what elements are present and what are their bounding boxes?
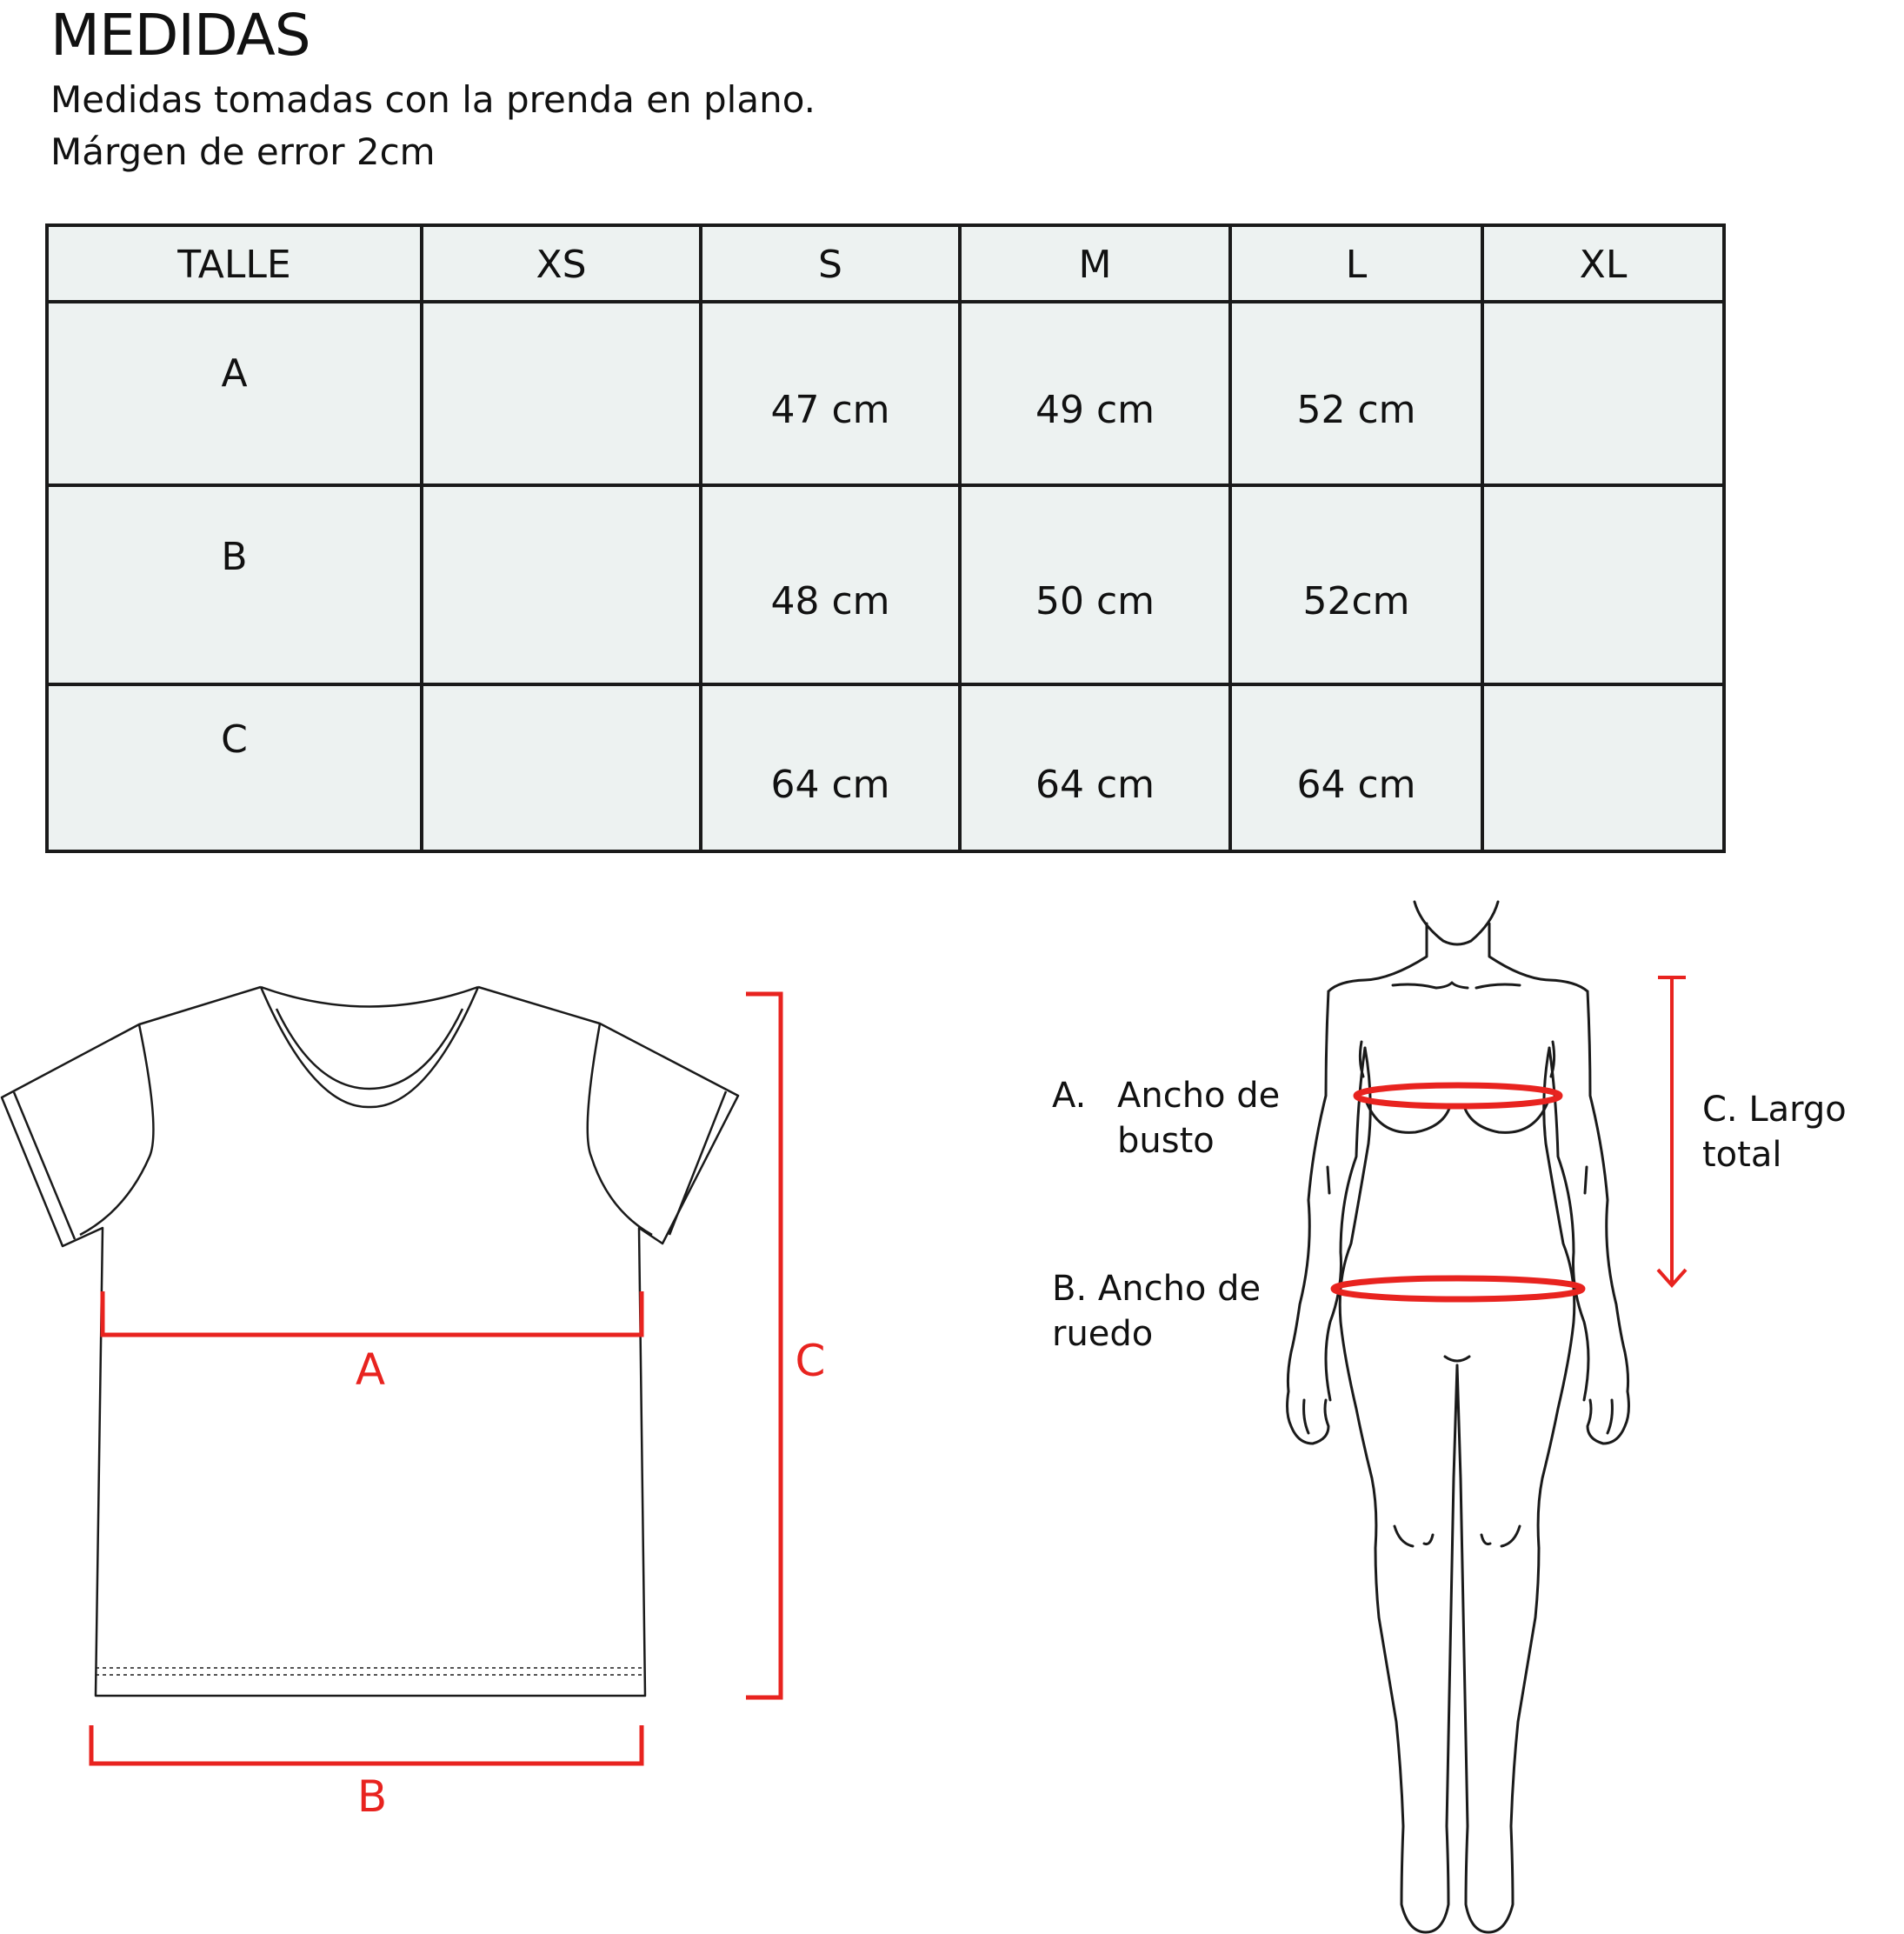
body-figure-icon	[1288, 902, 1629, 1932]
bracket-b	[91, 1725, 642, 1764]
row-label-a: A	[47, 302, 422, 485]
legend-b-line2: ruedo	[1052, 1314, 1154, 1354]
header-m: M	[960, 225, 1230, 302]
legend-a-letter: A.	[1052, 1076, 1087, 1116]
legend-b-line1: B. Ancho de	[1052, 1269, 1262, 1309]
measurement-note: Medidas tomadas con la prenda en plano.	[50, 78, 816, 121]
legend-a-line2: busto	[1117, 1121, 1215, 1161]
shirt-label-a: A	[355, 1344, 386, 1395]
cell-a-m: 49 cm	[960, 302, 1230, 485]
page-title: MEDIDAS	[50, 2, 310, 69]
shirt-label-c: C	[795, 1336, 826, 1386]
header-xl: XL	[1482, 225, 1724, 302]
row-label-b: B	[47, 485, 422, 684]
cell-c-l: 64 cm	[1230, 684, 1482, 851]
legend-c-line2: total	[1702, 1135, 1782, 1175]
cell-c-s: 64 cm	[701, 684, 960, 851]
bust-ring	[1356, 1085, 1560, 1106]
row-label-c: C	[47, 684, 422, 851]
header-s: S	[701, 225, 960, 302]
cell-b-l: 52cm	[1230, 485, 1482, 684]
shirt-label-b: B	[356, 1771, 388, 1822]
cell-a-l: 52 cm	[1230, 302, 1482, 485]
hem-ring	[1334, 1278, 1582, 1299]
tshirt-icon	[2, 987, 738, 1696]
header-xs: XS	[422, 225, 701, 302]
legend-a-line1: Ancho de	[1117, 1076, 1281, 1116]
bracket-a	[103, 1291, 642, 1335]
measure-brackets	[91, 994, 781, 1764]
header-l: L	[1230, 225, 1482, 302]
legend-c-line1: C. Largo	[1702, 1090, 1847, 1130]
cell-c-m: 64 cm	[960, 684, 1230, 851]
error-margin-note: Márgen de error 2cm	[50, 130, 436, 173]
header-talle: TALLE	[47, 225, 422, 302]
bracket-c	[746, 994, 781, 1697]
cell-b-m: 50 cm	[960, 485, 1230, 684]
length-arrow-icon	[1658, 977, 1686, 1285]
cell-b-s: 48 cm	[701, 485, 960, 684]
cell-a-s: 47 cm	[701, 302, 960, 485]
